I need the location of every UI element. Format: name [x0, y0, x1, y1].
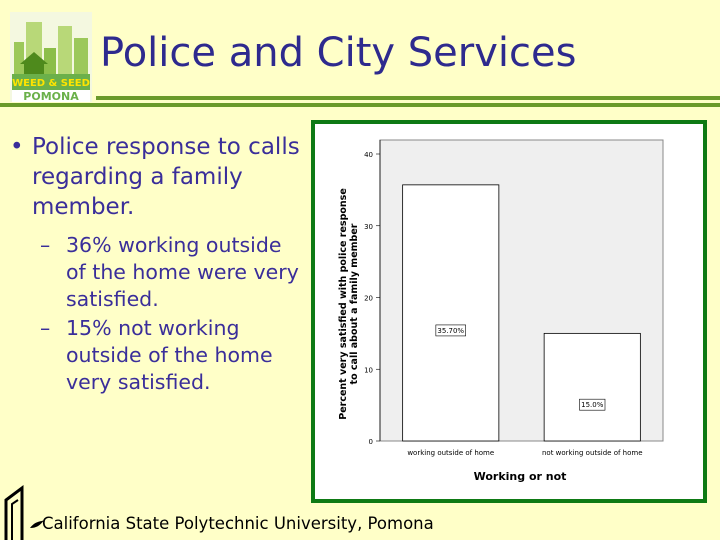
university-logo-icon — [0, 480, 44, 540]
bullet-dot-icon: • — [10, 134, 24, 160]
sub-bullet-item — [40, 232, 300, 313]
bar-chart — [315, 124, 703, 499]
svg-text:POMONA: POMONA — [23, 90, 79, 102]
bar — [403, 185, 499, 441]
title-rule-lower — [0, 103, 720, 107]
y-tick-label: 0 — [368, 438, 373, 446]
chart-frame — [311, 120, 707, 503]
footer-text: California State Polytechnic University, Pomona — [42, 514, 434, 533]
bullet-text: Police response to calls regarding a family member. — [32, 134, 300, 220]
x-axis-label: Working or not — [473, 470, 567, 483]
data-label: 35.70% — [437, 326, 465, 335]
y-tick-label: 20 — [364, 294, 373, 303]
y-tick-label: 10 — [364, 366, 373, 375]
sub-bullet-item — [40, 315, 300, 396]
svg-text:WEED & SEED: WEED & SEED — [12, 78, 90, 89]
dash-icon: – — [40, 316, 51, 340]
bullet-list — [10, 132, 300, 396]
bullet-item — [10, 132, 300, 222]
bar — [544, 333, 640, 441]
sub-bullet-text: 36% working outside of the home were very satisfied. — [66, 233, 299, 311]
y-tick-label: 40 — [364, 151, 373, 159]
x-tick-label: working outside of home — [407, 449, 495, 457]
x-tick-label: not working outside of home — [541, 449, 643, 457]
slide-title: Police and City Services — [100, 30, 577, 76]
data-label: 15.0% — [581, 401, 604, 410]
title-rule-upper — [96, 96, 720, 100]
chart-panel — [315, 124, 703, 499]
y-axis-label: Percent very satisfied with police response — [338, 188, 349, 420]
y-tick-label: 30 — [364, 222, 373, 231]
y-axis-label-line2: to call about a family member — [349, 223, 360, 385]
sub-bullet-text: 15% not working outside of the home very satisfied. — [66, 316, 273, 394]
dash-icon: – — [40, 233, 51, 257]
weed-and-seed-logo — [10, 12, 92, 102]
